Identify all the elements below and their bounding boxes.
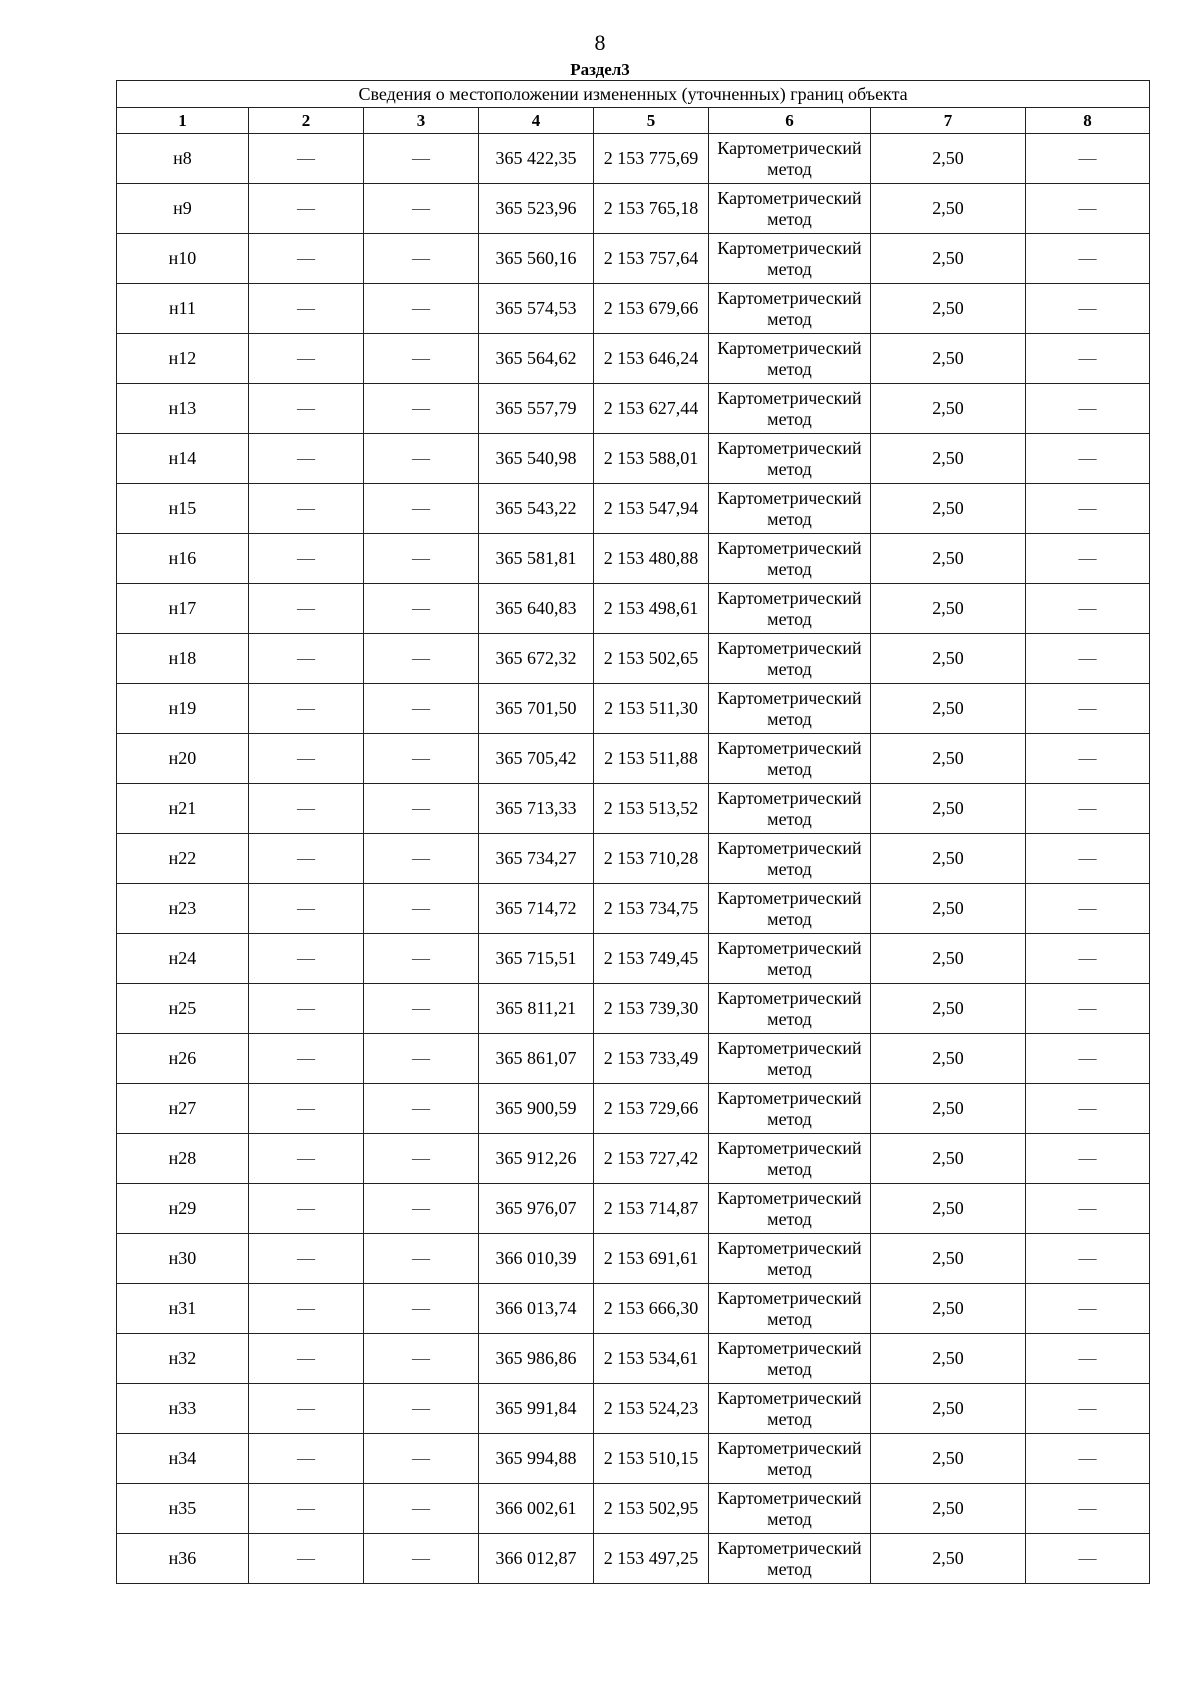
dash-cell: — xyxy=(1026,384,1150,434)
coordinates-table xyxy=(116,80,1150,1584)
dash-cell: — xyxy=(364,134,479,184)
point-cell: н15 xyxy=(117,484,249,534)
y-coordinate-cell: 2 153 729,66 xyxy=(594,1084,709,1134)
accuracy-cell: 2,50 xyxy=(871,1184,1026,1234)
dash-cell: — xyxy=(249,884,364,934)
method-cell: Картометрический метод xyxy=(709,1484,871,1534)
accuracy-cell: 2,50 xyxy=(871,1334,1026,1384)
point-cell: н9 xyxy=(117,184,249,234)
dash-cell: — xyxy=(249,1284,364,1334)
dash-cell: — xyxy=(1026,1384,1150,1434)
y-coordinate-cell: 2 153 627,44 xyxy=(594,384,709,434)
accuracy-cell: 2,50 xyxy=(871,184,1026,234)
point-cell: н27 xyxy=(117,1084,249,1134)
accuracy-cell: 2,50 xyxy=(871,1534,1026,1584)
method-cell: Картометрический метод xyxy=(709,1084,871,1134)
table-row xyxy=(117,284,1150,334)
y-coordinate-cell: 2 153 511,88 xyxy=(594,734,709,784)
dash-cell: — xyxy=(364,484,479,534)
dash-cell: — xyxy=(1026,684,1150,734)
dash-cell: — xyxy=(364,184,479,234)
dash-cell: — xyxy=(1026,534,1150,584)
dash-cell: — xyxy=(1026,984,1150,1034)
table-row xyxy=(117,534,1150,584)
dash-cell: — xyxy=(364,1234,479,1284)
point-cell: н13 xyxy=(117,384,249,434)
method-cell: Картометрический метод xyxy=(709,1184,871,1234)
dash-cell: — xyxy=(249,1234,364,1284)
y-coordinate-cell: 2 153 547,94 xyxy=(594,484,709,534)
method-cell: Картометрический метод xyxy=(709,1284,871,1334)
dash-cell: — xyxy=(1026,584,1150,634)
x-coordinate-cell: 365 986,86 xyxy=(479,1334,594,1384)
point-cell: н10 xyxy=(117,234,249,284)
table-row xyxy=(117,1134,1150,1184)
dash-cell: — xyxy=(249,434,364,484)
dash-cell: — xyxy=(1026,784,1150,834)
table-row xyxy=(117,884,1150,934)
dash-cell: — xyxy=(1026,1134,1150,1184)
dash-cell: — xyxy=(1026,184,1150,234)
accuracy-cell: 2,50 xyxy=(871,834,1026,884)
column-number: 3 xyxy=(364,108,479,134)
dash-cell: — xyxy=(249,584,364,634)
table-row xyxy=(117,1034,1150,1084)
accuracy-cell: 2,50 xyxy=(871,884,1026,934)
method-cell: Картометрический метод xyxy=(709,1034,871,1084)
point-cell: н17 xyxy=(117,584,249,634)
x-coordinate-cell: 365 976,07 xyxy=(479,1184,594,1234)
x-coordinate-cell: 365 560,16 xyxy=(479,234,594,284)
point-cell: н22 xyxy=(117,834,249,884)
x-coordinate-cell: 365 994,88 xyxy=(479,1434,594,1484)
dash-cell: — xyxy=(364,1334,479,1384)
dash-cell: — xyxy=(364,1084,479,1134)
dash-cell: — xyxy=(249,484,364,534)
table-row xyxy=(117,1484,1150,1534)
table-row xyxy=(117,484,1150,534)
dash-cell: — xyxy=(249,634,364,684)
accuracy-cell: 2,50 xyxy=(871,384,1026,434)
x-coordinate-cell: 365 543,22 xyxy=(479,484,594,534)
x-coordinate-cell: 365 714,72 xyxy=(479,884,594,934)
y-coordinate-cell: 2 153 691,61 xyxy=(594,1234,709,1284)
y-coordinate-cell: 2 153 498,61 xyxy=(594,584,709,634)
method-cell: Картометрический метод xyxy=(709,384,871,434)
y-coordinate-cell: 2 153 666,30 xyxy=(594,1284,709,1334)
dash-cell: — xyxy=(249,1134,364,1184)
point-cell: н12 xyxy=(117,334,249,384)
method-cell: Картометрический метод xyxy=(709,984,871,1034)
method-cell: Картометрический метод xyxy=(709,734,871,784)
x-coordinate-cell: 365 672,32 xyxy=(479,634,594,684)
dash-cell: — xyxy=(364,734,479,784)
dash-cell: — xyxy=(249,384,364,434)
accuracy-cell: 2,50 xyxy=(871,734,1026,784)
point-cell: н26 xyxy=(117,1034,249,1084)
method-cell: Картометрический метод xyxy=(709,584,871,634)
table-row xyxy=(117,1434,1150,1484)
x-coordinate-cell: 365 713,33 xyxy=(479,784,594,834)
table-row xyxy=(117,1284,1150,1334)
point-cell: н30 xyxy=(117,1234,249,1284)
method-cell: Картометрический метод xyxy=(709,334,871,384)
point-cell: н21 xyxy=(117,784,249,834)
dash-cell: — xyxy=(364,1484,479,1534)
table-body xyxy=(117,134,1150,1584)
dash-cell: — xyxy=(249,984,364,1034)
accuracy-cell: 2,50 xyxy=(871,934,1026,984)
y-coordinate-cell: 2 153 480,88 xyxy=(594,534,709,584)
method-cell: Картометрический метод xyxy=(709,834,871,884)
x-coordinate-cell: 365 705,42 xyxy=(479,734,594,784)
accuracy-cell: 2,50 xyxy=(871,784,1026,834)
method-cell: Картометрический метод xyxy=(709,284,871,334)
dash-cell: — xyxy=(249,1534,364,1584)
dash-cell: — xyxy=(249,834,364,884)
dash-cell: — xyxy=(364,784,479,834)
point-cell: н28 xyxy=(117,1134,249,1184)
y-coordinate-cell: 2 153 511,30 xyxy=(594,684,709,734)
point-cell: н20 xyxy=(117,734,249,784)
dash-cell: — xyxy=(1026,734,1150,784)
column-number: 6 xyxy=(709,108,871,134)
method-cell: Картометрический метод xyxy=(709,234,871,284)
dash-cell: — xyxy=(249,284,364,334)
dash-cell: — xyxy=(249,734,364,784)
dash-cell: — xyxy=(364,1534,479,1584)
point-cell: н14 xyxy=(117,434,249,484)
dash-cell: — xyxy=(364,934,479,984)
x-coordinate-cell: 365 581,81 xyxy=(479,534,594,584)
dash-cell: — xyxy=(1026,134,1150,184)
dash-cell: — xyxy=(364,584,479,634)
accuracy-cell: 2,50 xyxy=(871,1084,1026,1134)
point-cell: н24 xyxy=(117,934,249,984)
y-coordinate-cell: 2 153 710,28 xyxy=(594,834,709,884)
dash-cell: — xyxy=(364,334,479,384)
dash-cell: — xyxy=(364,684,479,734)
accuracy-cell: 2,50 xyxy=(871,984,1026,1034)
method-cell: Картометрический метод xyxy=(709,434,871,484)
dash-cell: — xyxy=(1026,934,1150,984)
accuracy-cell: 2,50 xyxy=(871,134,1026,184)
dash-cell: — xyxy=(249,684,364,734)
dash-cell: — xyxy=(1026,884,1150,934)
point-cell: н36 xyxy=(117,1534,249,1584)
section-title: Раздел3 xyxy=(570,60,630,79)
point-cell: н11 xyxy=(117,284,249,334)
accuracy-cell: 2,50 xyxy=(871,334,1026,384)
accuracy-cell: 2,50 xyxy=(871,284,1026,334)
dash-cell: — xyxy=(1026,1034,1150,1084)
dash-cell: — xyxy=(249,1384,364,1434)
dash-cell: — xyxy=(364,434,479,484)
dash-cell: — xyxy=(1026,234,1150,284)
dash-cell: — xyxy=(364,884,479,934)
dash-cell: — xyxy=(364,1184,479,1234)
column-number: 2 xyxy=(249,108,364,134)
table-row xyxy=(117,834,1150,884)
x-coordinate-cell: 365 715,51 xyxy=(479,934,594,984)
dash-cell: — xyxy=(249,784,364,834)
point-cell: н19 xyxy=(117,684,249,734)
x-coordinate-cell: 365 557,79 xyxy=(479,384,594,434)
dash-cell: — xyxy=(1026,1434,1150,1484)
table-row xyxy=(117,184,1150,234)
point-cell: н32 xyxy=(117,1334,249,1384)
accuracy-cell: 2,50 xyxy=(871,1434,1026,1484)
dash-cell: — xyxy=(364,1034,479,1084)
table-row xyxy=(117,134,1150,184)
method-cell: Картометрический метод xyxy=(709,634,871,684)
dash-cell: — xyxy=(364,384,479,434)
method-cell: Картометрический метод xyxy=(709,1334,871,1384)
y-coordinate-cell: 2 153 765,18 xyxy=(594,184,709,234)
dash-cell: — xyxy=(364,284,479,334)
x-coordinate-cell: 365 861,07 xyxy=(479,1034,594,1084)
x-coordinate-cell: 365 564,62 xyxy=(479,334,594,384)
column-number: 7 xyxy=(871,108,1026,134)
method-cell: Картометрический метод xyxy=(709,934,871,984)
table-row xyxy=(117,1334,1150,1384)
method-cell: Картометрический метод xyxy=(709,1534,871,1584)
column-number: 8 xyxy=(1026,108,1150,134)
method-cell: Картометрический метод xyxy=(709,684,871,734)
dash-cell: — xyxy=(364,1284,479,1334)
dash-cell: — xyxy=(249,134,364,184)
table-row xyxy=(117,434,1150,484)
table-row xyxy=(117,934,1150,984)
table-row xyxy=(117,1384,1150,1434)
table-row xyxy=(117,984,1150,1034)
dash-cell: — xyxy=(364,634,479,684)
y-coordinate-cell: 2 153 497,25 xyxy=(594,1534,709,1584)
point-cell: н35 xyxy=(117,1484,249,1534)
dash-cell: — xyxy=(1026,1084,1150,1134)
dash-cell: — xyxy=(1026,634,1150,684)
y-coordinate-cell: 2 153 524,23 xyxy=(594,1384,709,1434)
table-row xyxy=(117,234,1150,284)
y-coordinate-cell: 2 153 502,65 xyxy=(594,634,709,684)
x-coordinate-cell: 365 811,21 xyxy=(479,984,594,1034)
method-cell: Картометрический метод xyxy=(709,1384,871,1434)
x-coordinate-cell: 365 734,27 xyxy=(479,834,594,884)
accuracy-cell: 2,50 xyxy=(871,1234,1026,1284)
accuracy-cell: 2,50 xyxy=(871,534,1026,584)
accuracy-cell: 2,50 xyxy=(871,1384,1026,1434)
dash-cell: — xyxy=(1026,334,1150,384)
dash-cell: — xyxy=(1026,484,1150,534)
table-row xyxy=(117,684,1150,734)
x-coordinate-cell: 365 422,35 xyxy=(479,134,594,184)
y-coordinate-cell: 2 153 775,69 xyxy=(594,134,709,184)
column-number: 4 xyxy=(479,108,594,134)
method-cell: Картометрический метод xyxy=(709,1234,871,1284)
accuracy-cell: 2,50 xyxy=(871,1284,1026,1334)
y-coordinate-cell: 2 153 502,95 xyxy=(594,1484,709,1534)
point-cell: н31 xyxy=(117,1284,249,1334)
dash-cell: — xyxy=(249,1434,364,1484)
dash-cell: — xyxy=(249,534,364,584)
y-coordinate-cell: 2 153 734,75 xyxy=(594,884,709,934)
accuracy-cell: 2,50 xyxy=(871,684,1026,734)
table-row xyxy=(117,784,1150,834)
dash-cell: — xyxy=(249,1034,364,1084)
y-coordinate-cell: 2 153 534,61 xyxy=(594,1334,709,1384)
point-cell: н25 xyxy=(117,984,249,1034)
dash-cell: — xyxy=(364,234,479,284)
x-coordinate-cell: 366 010,39 xyxy=(479,1234,594,1284)
dash-cell: — xyxy=(1026,434,1150,484)
method-cell: Картометрический метод xyxy=(709,784,871,834)
table-row xyxy=(117,1234,1150,1284)
y-coordinate-cell: 2 153 513,52 xyxy=(594,784,709,834)
column-number: 5 xyxy=(594,108,709,134)
dash-cell: — xyxy=(1026,1534,1150,1584)
dash-cell: — xyxy=(249,334,364,384)
x-coordinate-cell: 366 013,74 xyxy=(479,1284,594,1334)
y-coordinate-cell: 2 153 588,01 xyxy=(594,434,709,484)
method-cell: Картометрический метод xyxy=(709,1134,871,1184)
point-cell: н34 xyxy=(117,1434,249,1484)
method-cell: Картометрический метод xyxy=(709,1434,871,1484)
accuracy-cell: 2,50 xyxy=(871,634,1026,684)
point-cell: н23 xyxy=(117,884,249,934)
dash-cell: — xyxy=(364,984,479,1034)
point-cell: н33 xyxy=(117,1384,249,1434)
method-cell: Картометрический метод xyxy=(709,134,871,184)
y-coordinate-cell: 2 153 733,49 xyxy=(594,1034,709,1084)
column-number-row xyxy=(117,108,1150,134)
y-coordinate-cell: 2 153 749,45 xyxy=(594,934,709,984)
accuracy-cell: 2,50 xyxy=(871,1484,1026,1534)
dash-cell: — xyxy=(249,1084,364,1134)
y-coordinate-cell: 2 153 679,66 xyxy=(594,284,709,334)
y-coordinate-cell: 2 153 727,42 xyxy=(594,1134,709,1184)
y-coordinate-cell: 2 153 714,87 xyxy=(594,1184,709,1234)
column-number: 1 xyxy=(117,108,249,134)
dash-cell: — xyxy=(364,1134,479,1184)
dash-cell: — xyxy=(1026,1484,1150,1534)
dash-cell: — xyxy=(249,1484,364,1534)
dash-cell: — xyxy=(364,1434,479,1484)
accuracy-cell: 2,50 xyxy=(871,1034,1026,1084)
x-coordinate-cell: 365 991,84 xyxy=(479,1384,594,1434)
y-coordinate-cell: 2 153 757,64 xyxy=(594,234,709,284)
table-caption: Сведения о местоположении измененных (уточненных) границ объекта xyxy=(117,81,1150,108)
dash-cell: — xyxy=(1026,1334,1150,1384)
point-cell: н29 xyxy=(117,1184,249,1234)
x-coordinate-cell: 365 523,96 xyxy=(479,184,594,234)
method-cell: Картометрический метод xyxy=(709,484,871,534)
x-coordinate-cell: 365 900,59 xyxy=(479,1084,594,1134)
x-coordinate-cell: 365 640,83 xyxy=(479,584,594,634)
table-row xyxy=(117,1084,1150,1134)
dash-cell: — xyxy=(249,1334,364,1384)
dash-cell: — xyxy=(1026,834,1150,884)
table-row xyxy=(117,384,1150,434)
method-cell: Картометрический метод xyxy=(709,884,871,934)
accuracy-cell: 2,50 xyxy=(871,484,1026,534)
method-cell: Картометрический метод xyxy=(709,534,871,584)
x-coordinate-cell: 365 701,50 xyxy=(479,684,594,734)
accuracy-cell: 2,50 xyxy=(871,1134,1026,1184)
dash-cell: — xyxy=(364,534,479,584)
dash-cell: — xyxy=(364,834,479,884)
accuracy-cell: 2,50 xyxy=(871,434,1026,484)
dash-cell: — xyxy=(249,234,364,284)
point-cell: н18 xyxy=(117,634,249,684)
dash-cell: — xyxy=(249,184,364,234)
x-coordinate-cell: 366 002,61 xyxy=(479,1484,594,1534)
point-cell: н16 xyxy=(117,534,249,584)
y-coordinate-cell: 2 153 510,15 xyxy=(594,1434,709,1484)
table-row xyxy=(117,584,1150,634)
y-coordinate-cell: 2 153 646,24 xyxy=(594,334,709,384)
y-coordinate-cell: 2 153 739,30 xyxy=(594,984,709,1034)
table-row xyxy=(117,334,1150,384)
x-coordinate-cell: 365 540,98 xyxy=(479,434,594,484)
accuracy-cell: 2,50 xyxy=(871,584,1026,634)
dash-cell: — xyxy=(1026,1234,1150,1284)
table-row xyxy=(117,734,1150,784)
dash-cell: — xyxy=(1026,1284,1150,1334)
dash-cell: — xyxy=(364,1384,479,1434)
x-coordinate-cell: 365 912,26 xyxy=(479,1134,594,1184)
x-coordinate-cell: 366 012,87 xyxy=(479,1534,594,1584)
point-cell: н8 xyxy=(117,134,249,184)
method-cell: Картометрический метод xyxy=(709,184,871,234)
table-row xyxy=(117,1534,1150,1584)
x-coordinate-cell: 365 574,53 xyxy=(479,284,594,334)
dash-cell: — xyxy=(249,934,364,984)
dash-cell: — xyxy=(1026,1184,1150,1234)
table-row xyxy=(117,634,1150,684)
page-number: 8 xyxy=(594,30,606,55)
accuracy-cell: 2,50 xyxy=(871,234,1026,284)
dash-cell: — xyxy=(249,1184,364,1234)
table-row xyxy=(117,1184,1150,1234)
dash-cell: — xyxy=(1026,284,1150,334)
